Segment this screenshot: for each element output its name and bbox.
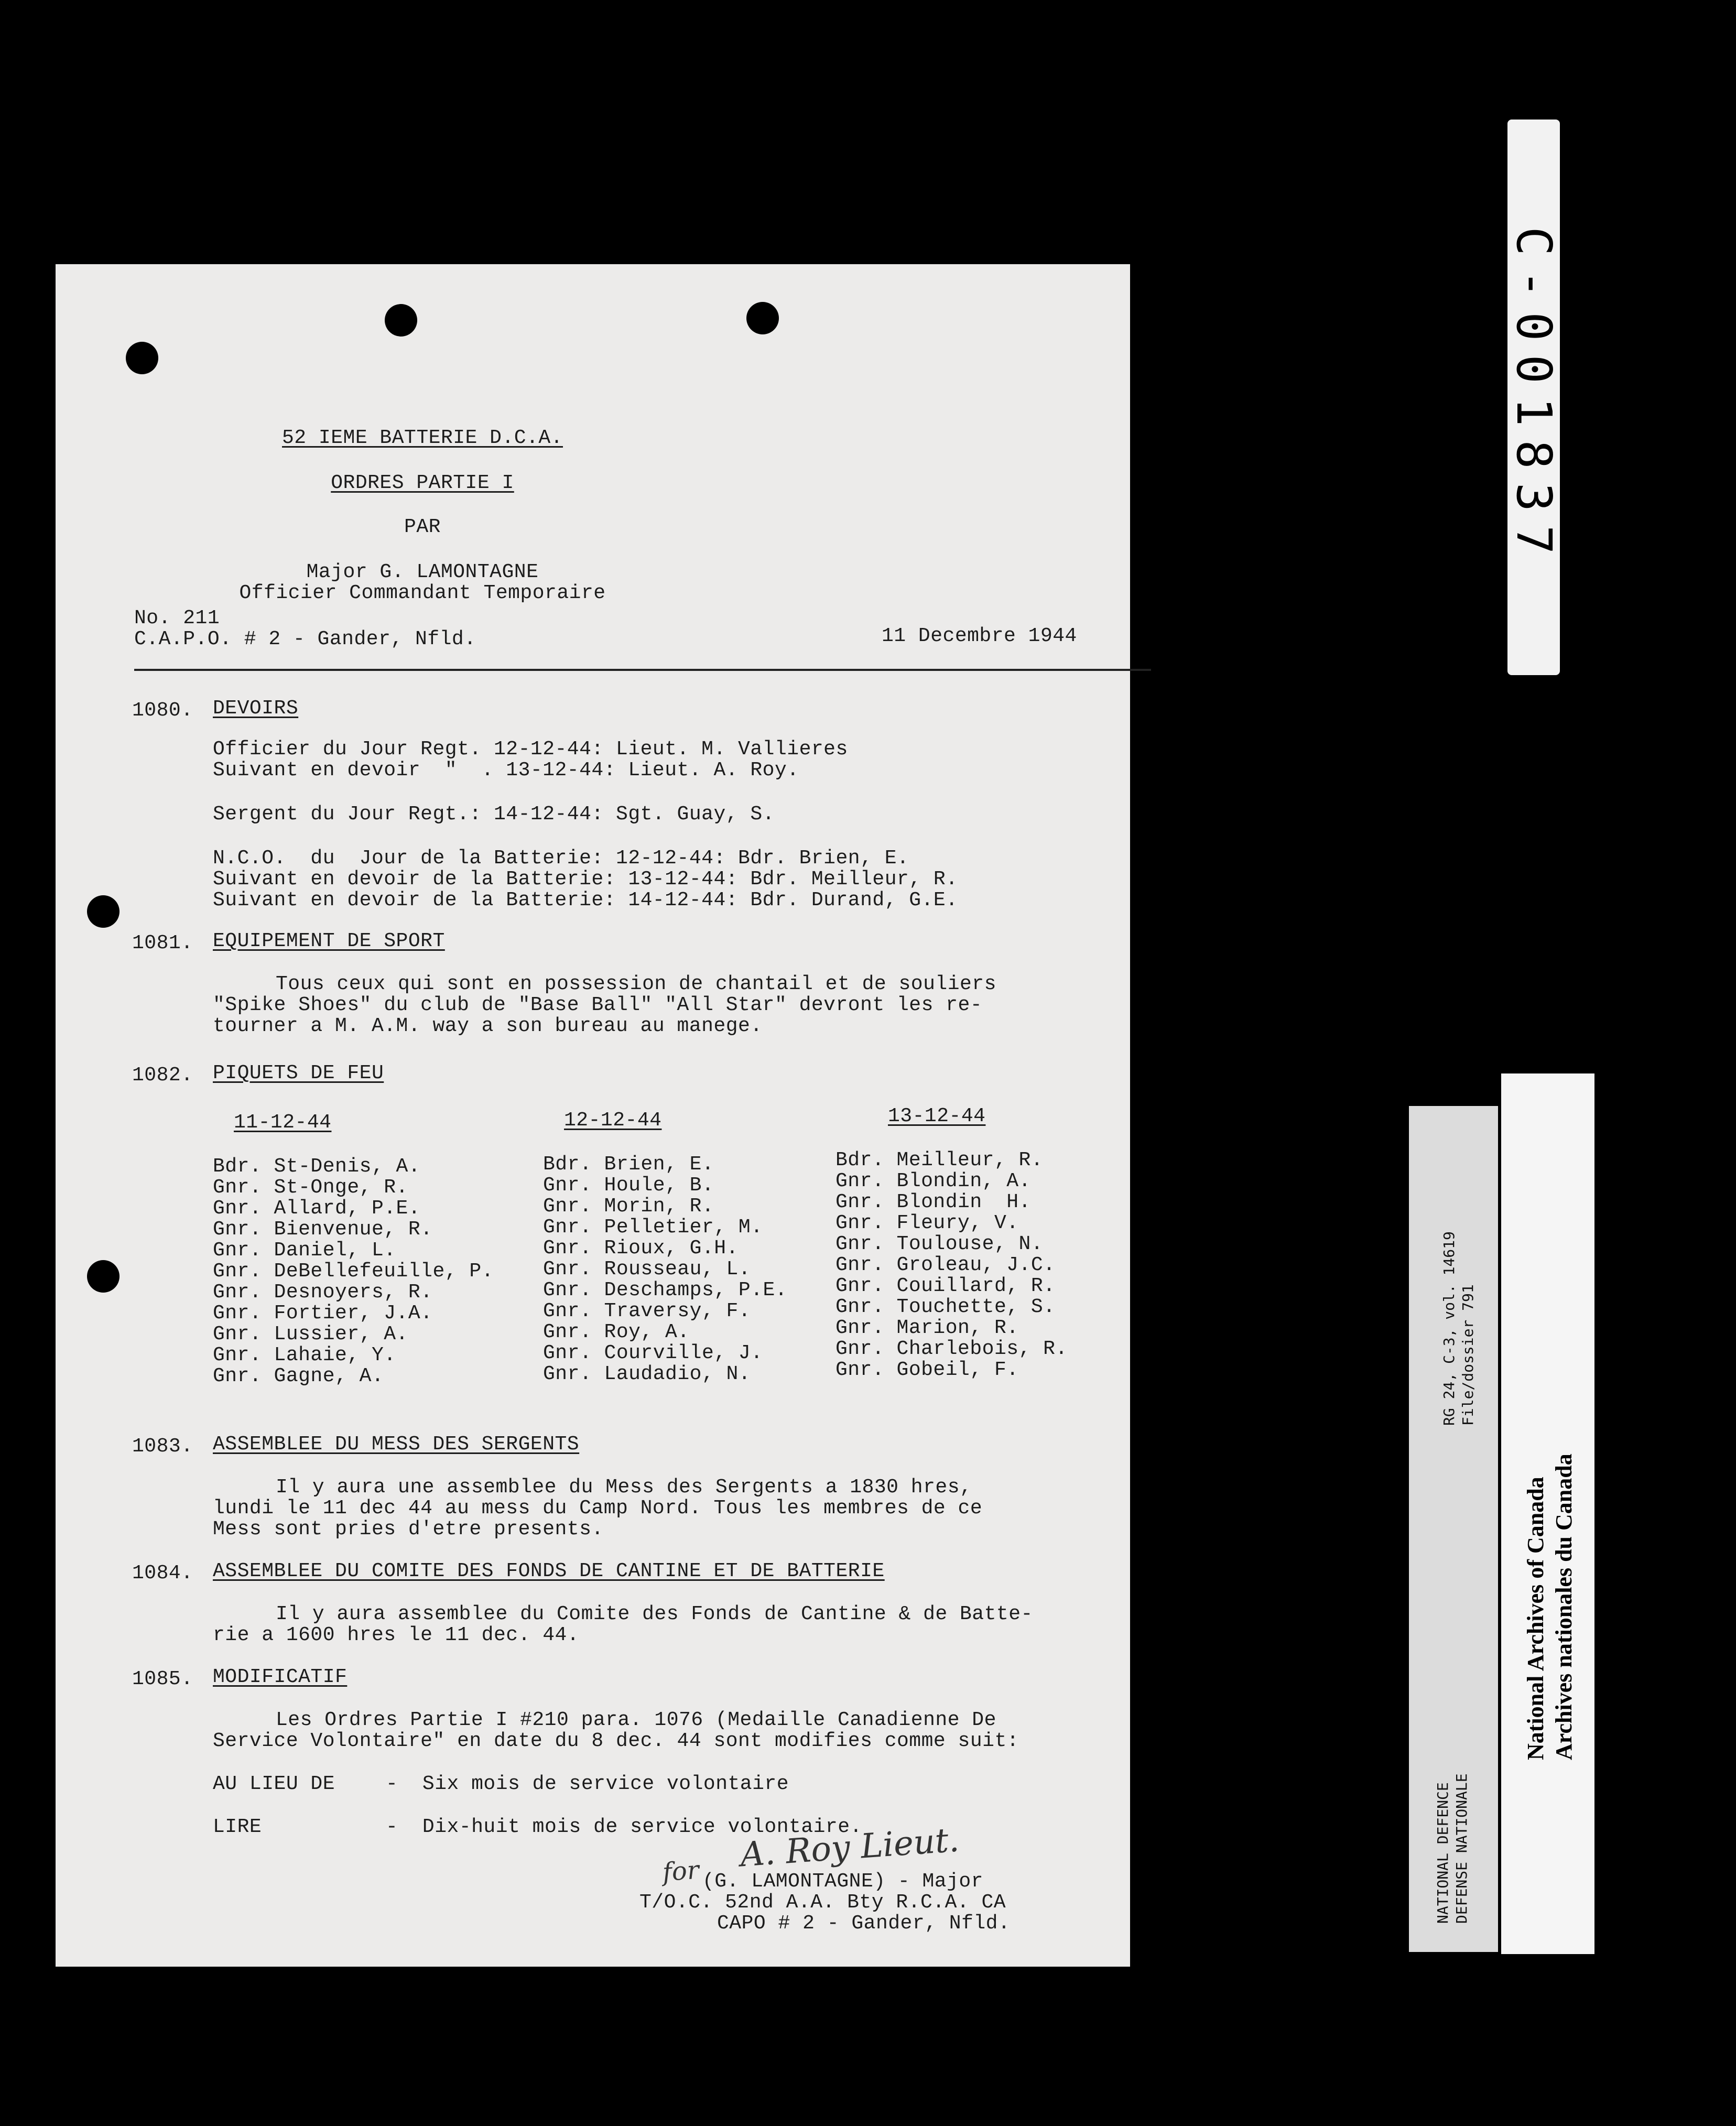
paragraph-line: Il y aura assemblee du Comite des Fonds de Cantine & de Batte-	[276, 1603, 1033, 1625]
signature-line: CAPO # 2 - Gander, Nfld.	[717, 1912, 1011, 1935]
picket-name: Gnr. Groleau, J.C.	[836, 1254, 1056, 1276]
section-title: ASSEMBLEE DU MESS DES SERGENTS	[213, 1433, 580, 1456]
picket-name: Gnr. Courville, J.	[543, 1342, 763, 1364]
picket-name: Gnr. Houle, B.	[543, 1174, 714, 1197]
paragraph-line: lundi le 11 dec 44 au mess du Camp Nord. Tous les membres de ce	[213, 1497, 983, 1520]
picket-name: Gnr. Charlebois, R.	[836, 1338, 1068, 1360]
section-number: 1081.	[132, 932, 193, 954]
section-title: PIQUETS DE FEU	[213, 1062, 384, 1084]
picket-name: Gnr. Laudadio, N.	[543, 1363, 751, 1385]
department-line: DEFENSE NATIONALE	[1453, 1773, 1470, 1924]
institution-name-en: National Archives of Canada	[1523, 1477, 1548, 1760]
header-rule	[134, 669, 1151, 671]
picket-date: 11-12-44	[234, 1111, 332, 1134]
picket-name: Gnr. Desnoyers, R.	[213, 1281, 433, 1304]
picket-name: Gnr. Pelletier, M.	[543, 1216, 763, 1239]
picket-name: Gnr. Rioux, G.H.	[543, 1237, 739, 1260]
picket-date: 13-12-44	[888, 1105, 986, 1127]
paragraph-line: Les Ordres Partie I #210 para. 1076 (Medaille Canadienne De	[276, 1709, 996, 1731]
picket-name: Gnr. Blondin H.	[836, 1191, 1031, 1213]
section-number: 1080.	[132, 699, 193, 722]
picket-name: Gnr. St-Onge, R.	[213, 1176, 408, 1199]
au-lieu-label: AU LIEU DE	[213, 1773, 335, 1795]
officer-title: Officier Commandant Temporaire	[239, 582, 606, 604]
picket-name: Gnr. Lussier, A.	[213, 1323, 408, 1346]
institution-name-fr: Archives nationales du Canada	[1551, 1454, 1577, 1760]
duty-line: Suivant en devoir de la Batterie: 13-12-44: Bdr. Meilleur, R.	[213, 868, 958, 891]
punch-hole	[87, 1260, 120, 1293]
picket-name: Gnr. Blondin, A.	[836, 1170, 1031, 1192]
signature-line: T/O.C. 52nd A.A. Bty R.C.A. CA	[639, 1891, 1006, 1914]
section-title: MODIFICATIF	[213, 1666, 348, 1688]
order-date: 11 Decembre 1944	[882, 625, 1077, 647]
order-location: C.A.P.O. # 2 - Gander, Nfld.	[134, 628, 476, 650]
lire-text: - Dix-huit mois de service volontaire.	[386, 1816, 862, 1838]
reference-line: RG 24, C-3, vol. 14619	[1440, 1231, 1458, 1426]
paragraph-line: Service Volontaire" en date du 8 dec. 44 sont modifies comme suit:	[213, 1730, 1019, 1752]
picket-name: Gnr. Gobeil, F.	[836, 1359, 1019, 1381]
punch-hole	[126, 342, 158, 374]
frame-number: C-001837	[1506, 226, 1562, 568]
au-lieu-text: - Six mois de service volontaire	[386, 1773, 789, 1795]
unit-heading: 52 IEME BATTERIE D.C.A.	[282, 427, 563, 449]
section-title: DEVOIRS	[213, 697, 299, 720]
picket-column	[543, 1110, 787, 1385]
paragraph-line: Il y aura une assemblee du Mess des Sergents a 1830 hres,	[276, 1476, 972, 1499]
document-page	[56, 264, 1130, 1967]
punch-hole	[87, 895, 120, 928]
picket-name: Gnr. Morin, R.	[543, 1195, 714, 1218]
duty-line: Officier du Jour Regt. 12-12-44: Lieut. M. Vallieres	[213, 738, 848, 761]
duty-line: Sergent du Jour Regt.: 14-12-44: Sgt. Guay, S.	[213, 803, 775, 826]
orders-heading: ORDRES PARTIE I	[331, 472, 514, 494]
reference-line: File/dossier 791	[1459, 1284, 1477, 1426]
picket-name: Gnr. Toulouse, N.	[836, 1233, 1044, 1255]
frame-number-strip	[1507, 120, 1560, 675]
picket-name: Bdr. St-Denis, A.	[213, 1155, 421, 1178]
signature-prefix: for	[661, 1855, 700, 1888]
picket-name: Bdr. Meilleur, R.	[836, 1149, 1044, 1172]
section-title: ASSEMBLEE DU COMITE DES FONDS DE CANTINE ET DE BATTERIE	[213, 1560, 885, 1582]
section-number: 1082.	[132, 1064, 193, 1087]
section-number: 1084.	[132, 1562, 193, 1585]
picket-name: Gnr. Allard, P.E.	[213, 1197, 421, 1220]
section-number: 1083.	[132, 1435, 193, 1458]
institution-card	[1501, 1073, 1594, 1954]
paragraph-line: rie a 1600 hres le 11 dec. 44.	[213, 1624, 580, 1646]
picket-name: Gnr. Fleury, V.	[836, 1212, 1019, 1234]
officer-name: Major G. LAMONTAGNE	[306, 561, 539, 583]
picket-name: Gnr. Rousseau, L.	[543, 1258, 751, 1281]
signature-line: (G. LAMONTAGNE) - Major	[702, 1870, 983, 1893]
picket-name: Gnr. Bienvenue, R.	[213, 1218, 433, 1241]
duty-line: N.C.O. du Jour de la Batterie: 12-12-44: Bdr. Brien, E.	[213, 847, 909, 870]
picket-name: Gnr. Marion, R.	[836, 1317, 1019, 1339]
picket-name: Gnr. Traversy, F.	[543, 1300, 751, 1322]
section-title: EQUIPEMENT DE SPORT	[213, 930, 445, 952]
picket-column	[836, 1106, 1068, 1381]
duty-line: Suivant en devoir de la Batterie: 14-12-44: Bdr. Durand, G.E.	[213, 889, 958, 912]
department-line: NATIONAL DEFENCE	[1434, 1782, 1451, 1924]
paragraph-line: Mess sont pries d'etre presents.	[213, 1518, 604, 1541]
paragraph-line: "Spike Shoes" du club de "Base Ball" "All Star" devront les re-	[213, 994, 983, 1016]
par-heading: PAR	[404, 516, 441, 538]
picket-name: Gnr. Lahaie, Y.	[213, 1344, 396, 1366]
picket-name: Gnr. Gagne, A.	[213, 1365, 384, 1387]
picket-date: 12-12-44	[564, 1109, 662, 1132]
paragraph-line: tourner a M. A.M. way a son bureau au manege.	[213, 1015, 763, 1037]
picket-name: Gnr. Deschamps, P.E.	[543, 1279, 788, 1301]
picket-name: Gnr. Daniel, L.	[213, 1239, 396, 1262]
section-number: 1085.	[132, 1668, 193, 1690]
handwritten-signature: A. Roy Lieut.	[739, 1820, 961, 1875]
reference-card	[1409, 1106, 1498, 1952]
order-number: No. 211	[134, 607, 220, 630]
lire-label: LIRE	[213, 1816, 262, 1838]
picket-name: Gnr. Roy, A.	[543, 1321, 690, 1343]
picket-name: Gnr. DeBellefeuille, P.	[213, 1260, 494, 1283]
paragraph-line: Tous ceux qui sont en possession de chantail et de souliers	[276, 973, 996, 995]
picket-name: Gnr. Couillard, R.	[836, 1275, 1056, 1297]
picket-name: Gnr. Touchette, S.	[836, 1296, 1056, 1318]
punch-hole	[746, 302, 779, 334]
punch-hole	[385, 304, 417, 337]
picket-column	[213, 1112, 494, 1387]
duty-line: Suivant en devoir " . 13-12-44: Lieut. A. Roy.	[213, 759, 799, 782]
picket-name: Gnr. Fortier, J.A.	[213, 1302, 433, 1325]
picket-name: Bdr. Brien, E.	[543, 1153, 714, 1176]
